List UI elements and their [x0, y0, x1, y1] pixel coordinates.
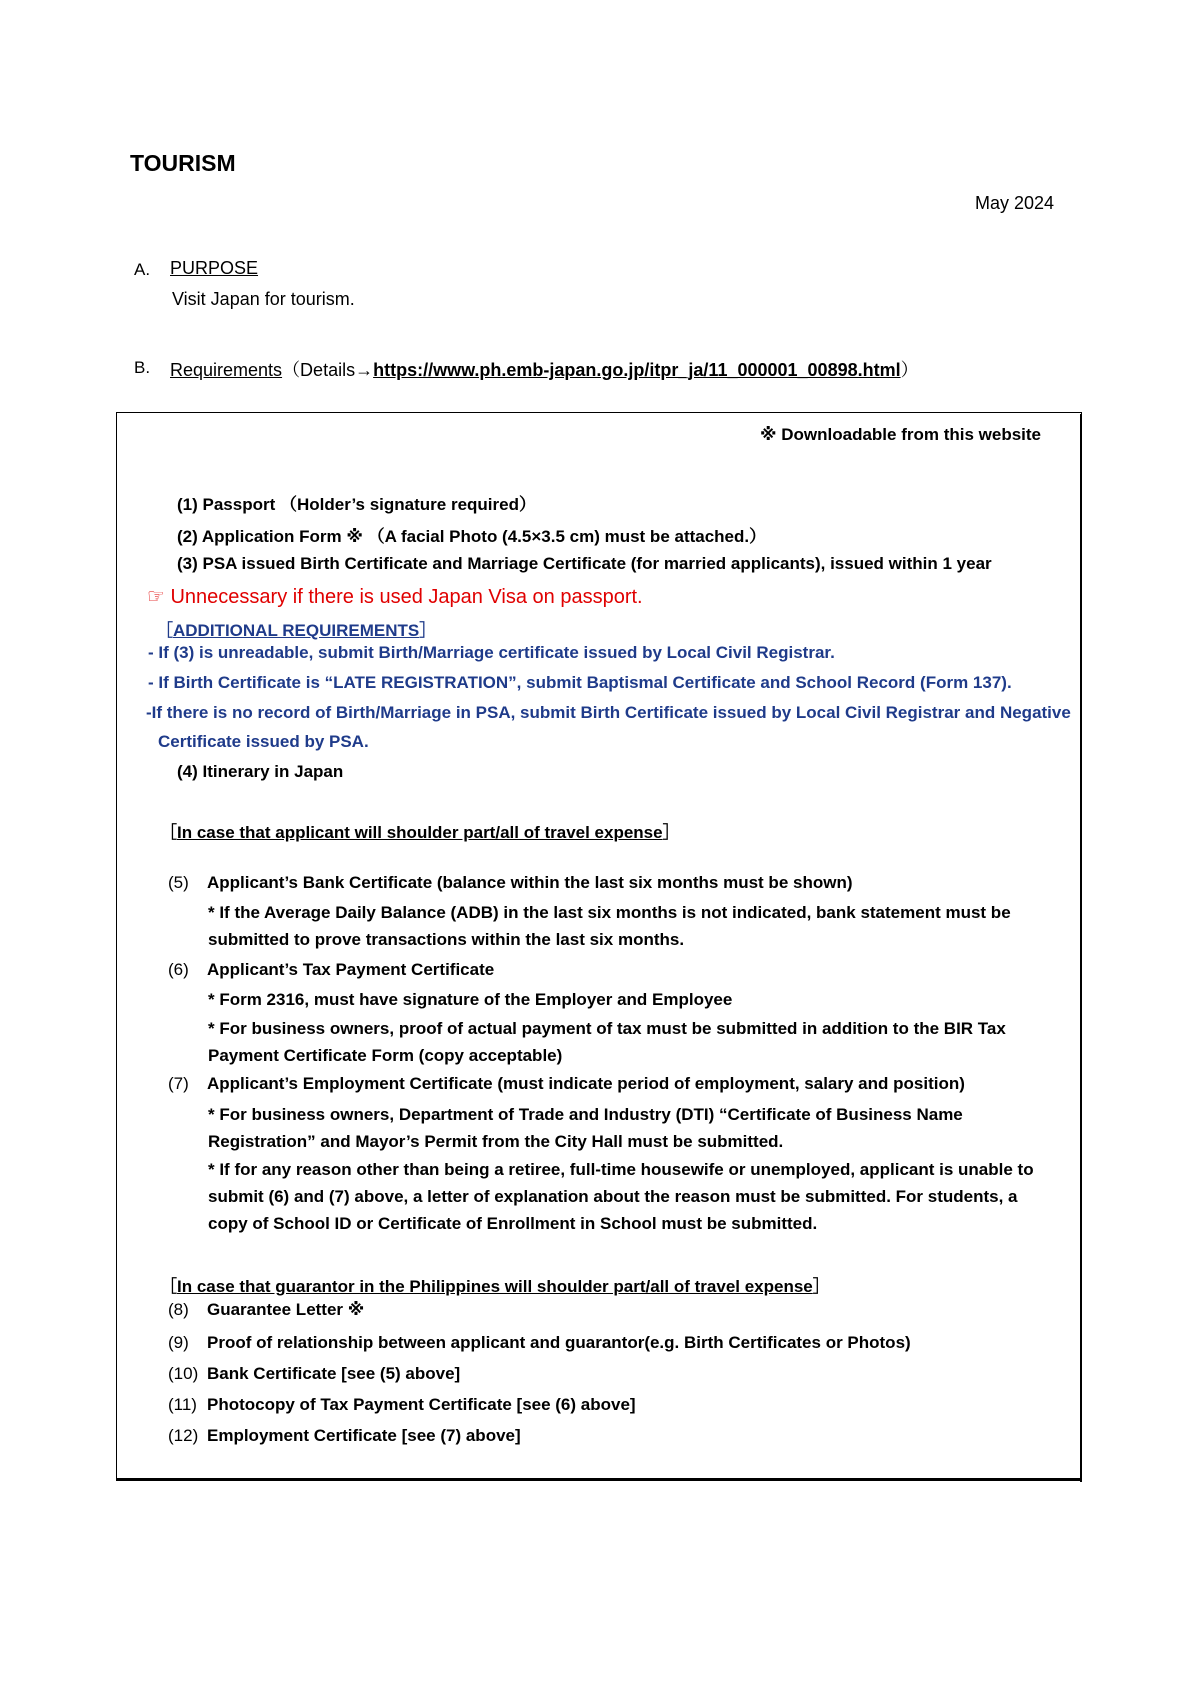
item-guarantor-employment: Employment Certificate [see (7) above] [207, 1426, 521, 1445]
bracket-open: ［ [156, 621, 173, 640]
unnecessary-note: ☞ Unnecessary if there is used Japan Visa on passport. [147, 586, 643, 608]
item-7-note-4: submit (6) and (7) above, a letter of explanation about the reason must be submitted. For students, a [208, 1187, 1018, 1206]
additional-item-3: -If there is no record of Birth/Marriage in PSA, submit Birth Certificate issued by Local Civil Registrar and Negative [146, 703, 1071, 722]
item-7-note-2: Registration” and Mayor’s Permit from the City Hall must be submitted. [208, 1132, 784, 1151]
item-guarantor-tax: Photocopy of Tax Payment Certificate [see (6) above] [207, 1395, 636, 1414]
item-guarantor-bank: Bank Certificate [see (5) above] [207, 1364, 461, 1383]
item-passport: (1) Passport （Holder’s signature required） [177, 495, 536, 514]
item-8-number: (8) [168, 1300, 189, 1319]
bracket-close: ］ [419, 621, 437, 640]
applicant-heading-text: In case that applicant will shoulder part/all of travel expense [177, 823, 663, 842]
item-guarantee-letter: Guarantee Letter ※ [207, 1300, 365, 1319]
section-a-heading: PURPOSE [170, 258, 259, 278]
item-6-note-2: * For business owners, proof of actual payment of tax must be submitted in addition to the BIR Tax [208, 1019, 1006, 1038]
bracket-open: ［ [160, 1277, 177, 1296]
item-6-note-3: Payment Certificate Form (copy acceptable) [208, 1046, 563, 1065]
item-tax-certificate: Applicant’s Tax Payment Certificate [207, 960, 495, 979]
section-b-heading: Requirements [170, 360, 283, 380]
bracket-open: ［ [160, 823, 177, 842]
item-7-number: (7) [168, 1074, 189, 1093]
item-proof-relationship: Proof of relationship between applicant and guarantor(e.g. Birth Certificates or Photos) [207, 1333, 911, 1352]
item-birth-certificate: (3) PSA issued Birth Certificate and Marriage Certificate (for married applicants), issued within 1 year [177, 554, 992, 573]
item-12-number: (12) [168, 1426, 199, 1445]
details-link[interactable]: https://www.ph.emb-japan.go.jp/itpr_ja/11_000001_00898.html [373, 360, 901, 380]
section-a-letter: A. [134, 260, 151, 279]
item-7-note-3: * If for any reason other than being a retiree, full-time housewife or unemployed, applicant is unable to [208, 1160, 1034, 1179]
box-shadow-bottom [116, 1479, 1082, 1481]
downloadable-note: ※ Downloadable from this website [760, 425, 1042, 444]
item-9-number: (9) [168, 1333, 189, 1352]
additional-item-3-cont: Certificate issued by PSA. [158, 732, 369, 751]
details-prefix: （Details→ [282, 360, 374, 380]
document-date: May 2024 [975, 193, 1055, 213]
item-7-note-5: copy of School ID or Certificate of Enrollment in School must be submitted. [208, 1214, 818, 1233]
section-b-letter: B. [134, 358, 151, 377]
item-11-number: (11) [168, 1395, 197, 1414]
item-bank-certificate: Applicant’s Bank Certificate (balance within the last six months must be shown) [207, 873, 853, 892]
item-itinerary: (4) Itinerary in Japan [177, 762, 344, 781]
bracket-close: ］ [662, 823, 680, 842]
item-5-note-1: * If the Average Daily Balance (ADB) in the last six months is not indicated, bank statement must be [208, 903, 1011, 922]
page-title: TOURISM [130, 150, 236, 176]
additional-heading-text: ADDITIONAL REQUIREMENTS [173, 621, 420, 640]
item-5-number: (5) [168, 873, 189, 892]
section-a-text: Visit Japan for tourism. [172, 289, 355, 309]
item-application-form: (2) Application Form ※ （A facial Photo (4.5×3.5 cm) must be attached.） [177, 527, 767, 546]
item-10-number: (10) [168, 1364, 199, 1383]
item-7-note-1: * For business owners, Department of Trade and Industry (DTI) “Certificate of Business Name [208, 1105, 963, 1124]
additional-item-2: - If Birth Certificate is “LATE REGISTRATION”, submit Baptismal Certificate and School Record (Form 137). [148, 673, 1012, 692]
item-5-note-2: submitted to prove transactions within the last six months. [208, 930, 685, 949]
item-6-note-1: * Form 2316, must have signature of the Employer and Employee [208, 990, 733, 1009]
guarantor-heading-text: In case that guarantor in the Philippines will shoulder part/all of travel expense [177, 1277, 813, 1296]
section-b-line [170, 356, 919, 382]
details-suffix: ） [900, 360, 919, 380]
item-employment-certificate: Applicant’s Employment Certificate (must indicate period of employment, salary and position) [207, 1074, 965, 1093]
applicant-heading [160, 818, 680, 843]
guarantor-heading [160, 1272, 830, 1297]
bracket-close: ］ [812, 1277, 830, 1296]
additional-requirements-heading [156, 616, 436, 641]
item-6-number: (6) [168, 960, 189, 979]
box-shadow-right [1080, 414, 1082, 1482]
additional-item-1: - If (3) is unreadable, submit Birth/Marriage certificate issued by Local Civil Registrar. [148, 643, 835, 662]
